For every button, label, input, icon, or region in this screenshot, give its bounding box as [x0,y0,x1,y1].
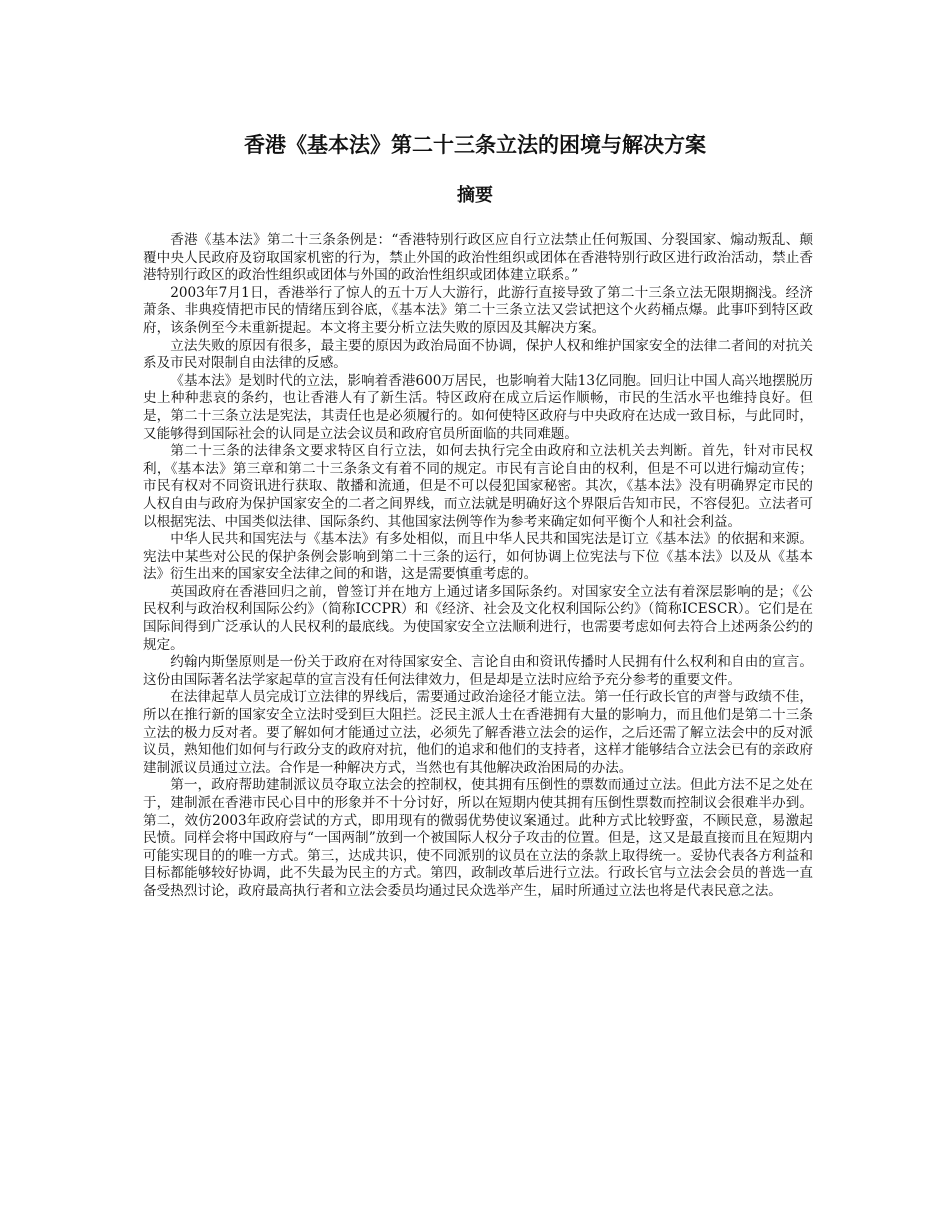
paragraph: 立法失败的原因有很多，最主要的原因为政治局面不协调，保护人权和维护国家安全的法律二者间的对抗关系及市民对限制自由法律的反感。 [143,337,813,372]
abstract-heading: 摘要 [457,185,493,206]
paragraph: 2003年7月1日，香港举行了惊人的五十万人大游行，此游行直接导致了第二十三条立法无限期搁浅。经济萧条、非典疫情把市民的情绪压到谷底，《基本法》第二十三条立法又尝试把这个火药桶点爆。此事吓到特区政府，该条例至今未重新提起。本文将主要分析立法失败的原因及其解决方案。 [143,284,813,336]
document-title: 香港《基本法》第二十三条立法的困境与解决方案 [244,133,706,157]
paragraph: 英国政府在香港回归之前，曾签订并在地方上通过诸多国际条约。对国家安全立法有着深层影响的是；《公民权利与政治权利国际公约》（简称ICCPR）和《经济、社会及文化权利国际公约》（简称ICESCR）。它们是在国际间得到广泛承认的人民权利的最底线。为使国家安全立法顺利进行，也需要考虑如何去符合上述两条公约的规定。 [143,583,813,653]
abstract-body [143,232,813,901]
paragraph: 在法律起草人员完成订立法律的界线后，需要通过政治途径才能立法。第一任行政长官的声誉与政绩不佳，所以在推行新的国家安全立法时受到巨大阻拦。泛民主派人士在香港拥有大量的影响力，而且他们是第二十三条立法的极力反对者。要了解如何才能通过立法，必须先了解香港立法会的运作，之后还需了解立法会中的反对派议员，熟知他们如何与行政分支的政府对抗，他们的追求和他们的支持者，这样才能够结合立法会已有的亲政府建制派议员通过立法。合作是一种解决方式，当然也有其他解决政治困局的办法。 [143,689,813,776]
paragraph: 第二十三条的法律条文要求特区自行立法，如何去执行完全由政府和立法机关去判断。首先，针对市民权利，《基本法》第三章和第二十三条条文有着不同的规定。市民有言论自由的权利，但是不可以进行煽动宣传；市民有权对不同资讯进行获取、散播和流通，但是不可以侵犯国家秘密。其次，《基本法》没有明确界定市民的人权自由与政府为保护国家安全的二者之间界线，而立法就是明确好这个界限后告知市民，不容侵犯。立法者可以根据宪法、中国类似法律、国际条约、其他国家法例等作为参考来确定如何平衡个人和社会利益。 [143,443,813,530]
paragraph: 香港《基本法》第二十三条条例是：“香港特别行政区应自行立法禁止任何叛国、分裂国家、煽动叛乱、颠覆中央人民政府及窃取国家机密的行为，禁止外国的政治性组织或团体在香港特别行政区进行政治活动，禁止香港特别行政区的政治性组织或团体与外国的政治性组织或团体建立联系。” [143,232,813,284]
paragraph: 约翰内斯堡原则是一份关于政府在对待国家安全、言论自由和资讯传播时人民拥有什么权利和自由的宣言。这份由国际著名法学家起草的宣言没有任何法律效力，但是却是立法时应给予充分参考的重要文件。 [143,654,813,688]
paragraph: 《基本法》是划时代的立法，影响着香港600万居民，也影响着大陆13亿同胞。回归让中国人高兴地摆脱历史上种种悲哀的条约，也让香港人有了新生活。特区政府在成立后运作顺畅，市民的生活水平也维持良好。但是，第二十三条立法是宪法，其责任也是必须履行的。如何使特区政府与中央政府在达成一致目标，与此同时，又能够得到国际社会的认同是立法会议员和政府官员所面临的共同难题。 [143,372,813,442]
paragraph: 第一，政府帮助建制派议员夺取立法会的控制权，使其拥有压倒性的票数而通过立法。但此方法不足之处在于，建制派在香港市民心目中的形象并不十分讨好，所以在短期内使其拥有压倒性票数而控制议会很难半办到。第二，效仿2003年政府尝试的方式，即用现有的微弱优势使议案通过。此种方式比较野蛮，不顾民意，易激起民愤。同样会将中国政府与“一国两制”放到一个被国际人权分子攻击的位置。但是，这又是最直接而且在短期内可能实现目的的唯一方式。第三，达成共识，使不同派别的议员在立法的条款上取得统一。妥协代表各方利益和目标都能够较好协调，此不失最为民主的方式。第四，政制改革后进行立法。行政长官与立法会会员的普选一直备受热烈讨论，政府最高执行者和立法会委员均通过民众选举产生，届时所通过立法也将是代表民意之法。 [143,777,813,899]
paragraph: 中华人民共和国宪法与《基本法》有多处相似，而且中华人民共和国宪法是订立《基本法》的依据和来源。宪法中某些对公民的保护条例会影响到第二十三条的运行，如何协调上位宪法与下位《基本法》以及从《基本法》衍生出来的国家安全法律之间的和谐，这是需要慎重考虑的。 [143,531,813,583]
